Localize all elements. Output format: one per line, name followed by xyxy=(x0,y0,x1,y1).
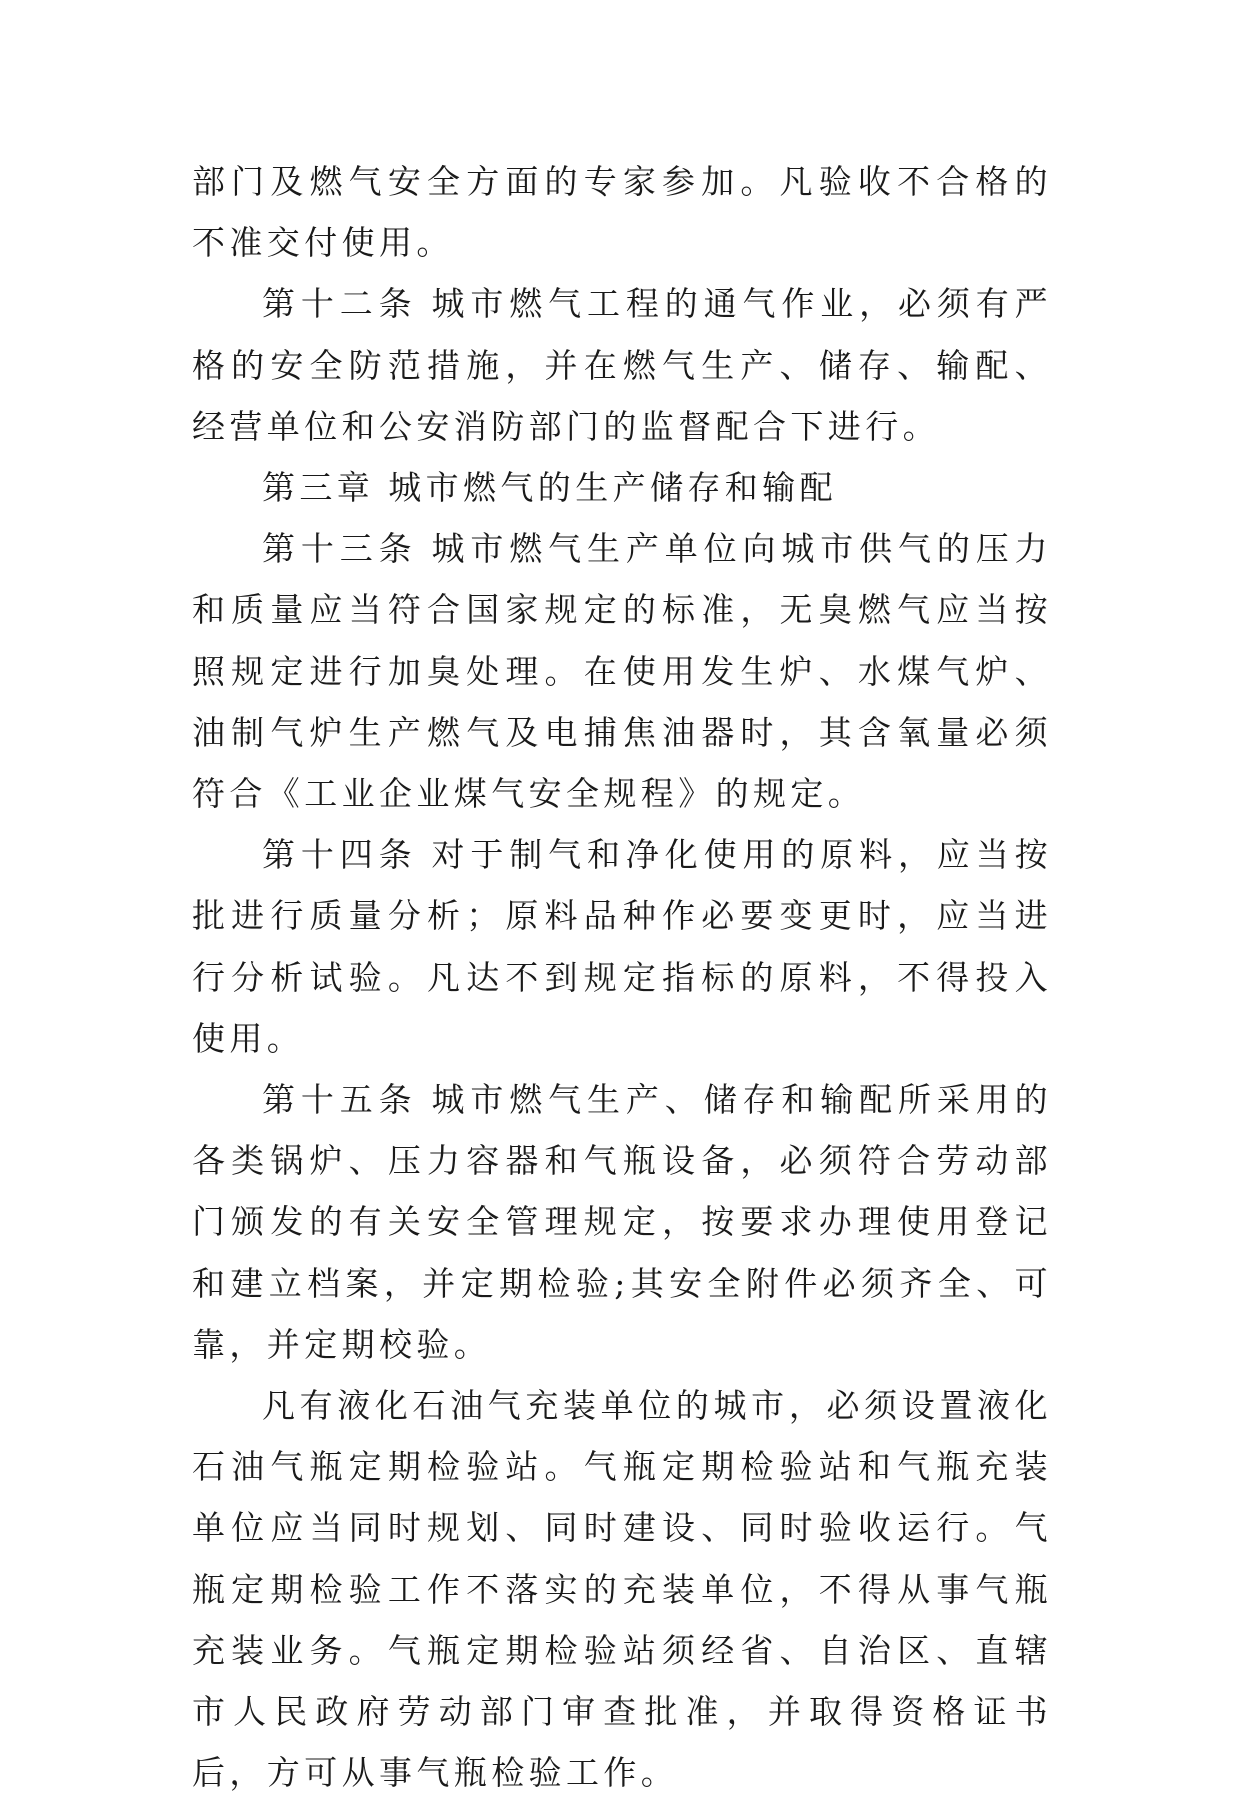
article-number: 第十三条 xyxy=(262,529,418,569)
article-number: 第十二条 xyxy=(262,284,418,324)
article-15 xyxy=(192,1069,1052,1375)
document-body xyxy=(192,151,1052,1803)
chapter-title: 城市燃气的生产储存和输配 xyxy=(388,468,838,508)
paragraph-text: 部门及燃气安全方面的专家参加。凡验收不合格的不准交付使用。 xyxy=(192,162,1052,263)
article-15-paragraph-2 xyxy=(192,1375,1052,1803)
chapter-number: 第三章 xyxy=(262,468,375,508)
article-number: 第十四条 xyxy=(262,835,418,875)
article-13 xyxy=(192,518,1052,824)
article-14 xyxy=(192,824,1052,1069)
paragraph-text: 对于制气和净化使用的原料，应当按批进行质量分析；原料品种作必要变更时，应当进行分析试验。凡达不到规定指标的原料，不得投入使用。 xyxy=(192,835,1052,1058)
paragraph-text: 凡有液化石油气充装单位的城市，必须设置液化石油气瓶定期检验站。气瓶定期检验站和气瓶充装单位应当同时规划、同时建设、同时验收运行。气瓶定期检验工作不落实的充装单位，不得从事气瓶充装业务。气瓶定期检验站须经省、自治区、直辖市人民政府劳动部门审查批准，并取得资格证书后，方可从事气瓶检验工作。 xyxy=(192,1386,1052,1793)
paragraph-continuation xyxy=(192,151,1052,273)
article-12 xyxy=(192,273,1052,457)
article-number: 第十五条 xyxy=(262,1080,418,1120)
paragraph-text: 城市燃气工程的通气作业，必须有严格的安全防范措施，并在燃气生产、储存、输配、经营单位和公安消防部门的监督配合下进行。 xyxy=(192,284,1052,446)
paragraph-text: 城市燃气生产、储存和输配所采用的各类锅炉、压力容器和气瓶设备，必须符合劳动部门颁发的有关安全管理规定，按要求办理使用登记和建立档案，并定期检验;其安全附件必须齐全、可靠，并定期校验。 xyxy=(192,1080,1052,1364)
paragraph-text: 城市燃气生产单位向城市供气的压力和质量应当符合国家规定的标准，无臭燃气应当按照规定进行加臭处理。在使用发生炉、水煤气炉、油制气炉生产燃气及电捕焦油器时，其含氧量必须符合《工业企业煤气安全规程》的规定。 xyxy=(192,529,1052,814)
chapter-3-heading xyxy=(192,457,1052,518)
